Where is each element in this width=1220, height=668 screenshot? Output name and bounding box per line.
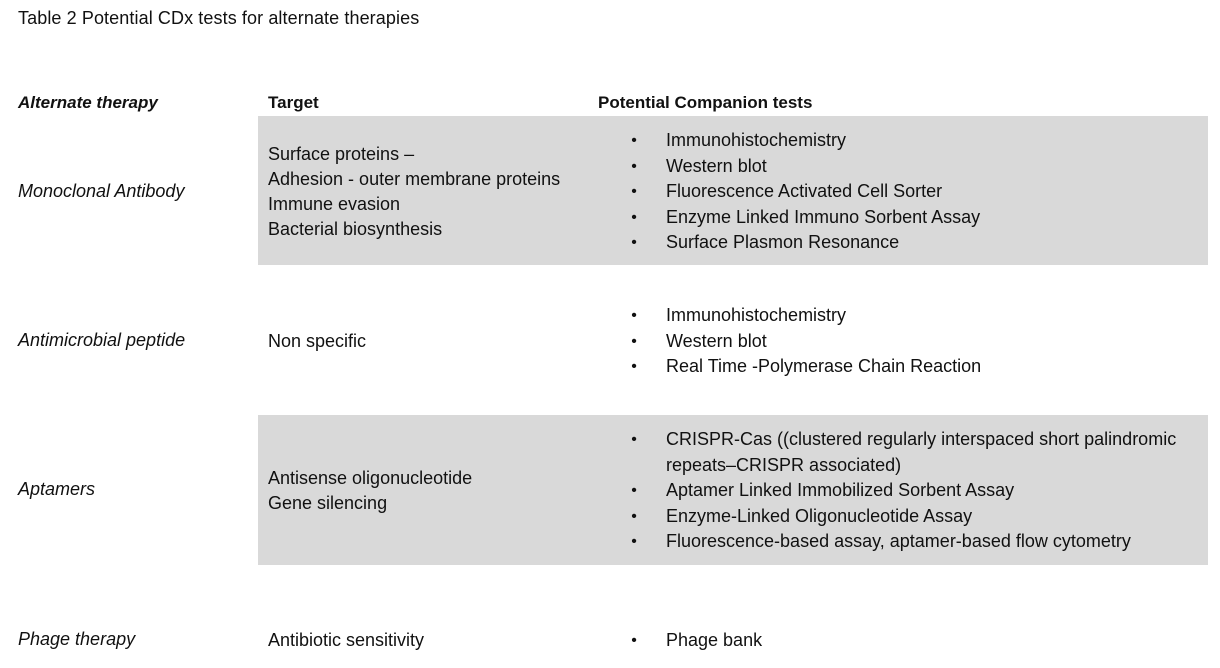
list-item: • Western blot (628, 154, 1203, 180)
tests-list (628, 628, 1203, 654)
bullet-icon: • (631, 234, 637, 251)
target-cell (268, 628, 424, 653)
bullet-icon: • (631, 632, 637, 649)
tests-list (628, 128, 1203, 256)
bullet-icon: • (631, 482, 637, 499)
table-row-antimicrobial-peptide (0, 292, 1220, 392)
table-caption: Table 2 Potential CDx tests for alternate therapies (18, 8, 420, 28)
bullet-icon: • (631, 533, 637, 550)
bullet-icon: • (631, 183, 637, 200)
tests-list (628, 427, 1203, 555)
target-cell (268, 329, 366, 354)
target-line: Gene silencing (268, 493, 388, 513)
bullet-icon: • (631, 358, 637, 375)
target-line: Adhesion - outer membrane proteins (268, 169, 561, 189)
list-item: • Aptamer Linked Immobilized Sorbent Assay (628, 478, 1203, 504)
list-item: • Immunohistochemistry (628, 128, 1203, 154)
target-line: Antibiotic sensitivity (268, 630, 425, 650)
target-line: Surface proteins – (268, 144, 415, 164)
therapy-cell: Phage therapy (18, 629, 136, 649)
therapy-cell: Antimicrobial peptide (18, 330, 186, 350)
bullet-icon: • (631, 332, 637, 350)
list-item: • Immunohistochemistry (628, 303, 1203, 329)
bullet-icon: • (631, 431, 637, 448)
table-row-phage-therapy (0, 612, 1220, 664)
target-line: Non specific (268, 331, 367, 351)
therapy-cell: Aptamers (18, 479, 96, 499)
header-potential-companion-tests: Potential Companion tests (598, 93, 813, 112)
tests-list (628, 303, 1203, 380)
table-row-monoclonal-antibody (0, 116, 1220, 265)
target-line: Immune evasion (268, 194, 401, 214)
list-item: • Enzyme Linked Immuno Sorbent Assay (628, 205, 1203, 231)
list-item: • CRISPR-Cas ((clustered regularly interspaced short palindromic repeats–CRISPR associated) (628, 427, 1203, 478)
bullet-icon: • (631, 507, 637, 525)
list-item: • Enzyme-Linked Oligonucleotide Assay (628, 504, 1203, 530)
target-line: Antisense oligonucleotide (268, 468, 473, 488)
bullet-icon: • (631, 157, 637, 175)
list-item: • Fluorescence Activated Cell Sorter (628, 179, 1203, 205)
target-cell (268, 466, 472, 516)
list-item: • Real Time -Polymerase Chain Reaction (628, 354, 1203, 380)
list-item: • Fluorescence-based assay, aptamer-based flow cytometry (628, 529, 1203, 555)
list-item: • Phage bank (628, 628, 1203, 654)
header-alternate-therapy: Alternate therapy (18, 93, 158, 112)
bullet-icon: • (631, 208, 637, 226)
bullet-icon: • (631, 307, 637, 324)
table-row-aptamers (0, 415, 1220, 565)
list-item: • Western blot (628, 329, 1203, 355)
target-cell (268, 142, 560, 242)
header-target: Target (268, 93, 319, 112)
bullet-icon: • (631, 132, 637, 149)
list-item: • Surface Plasmon Resonance (628, 230, 1203, 256)
therapy-cell: Monoclonal Antibody (18, 181, 185, 201)
target-line: Bacterial biosynthesis (268, 219, 443, 239)
